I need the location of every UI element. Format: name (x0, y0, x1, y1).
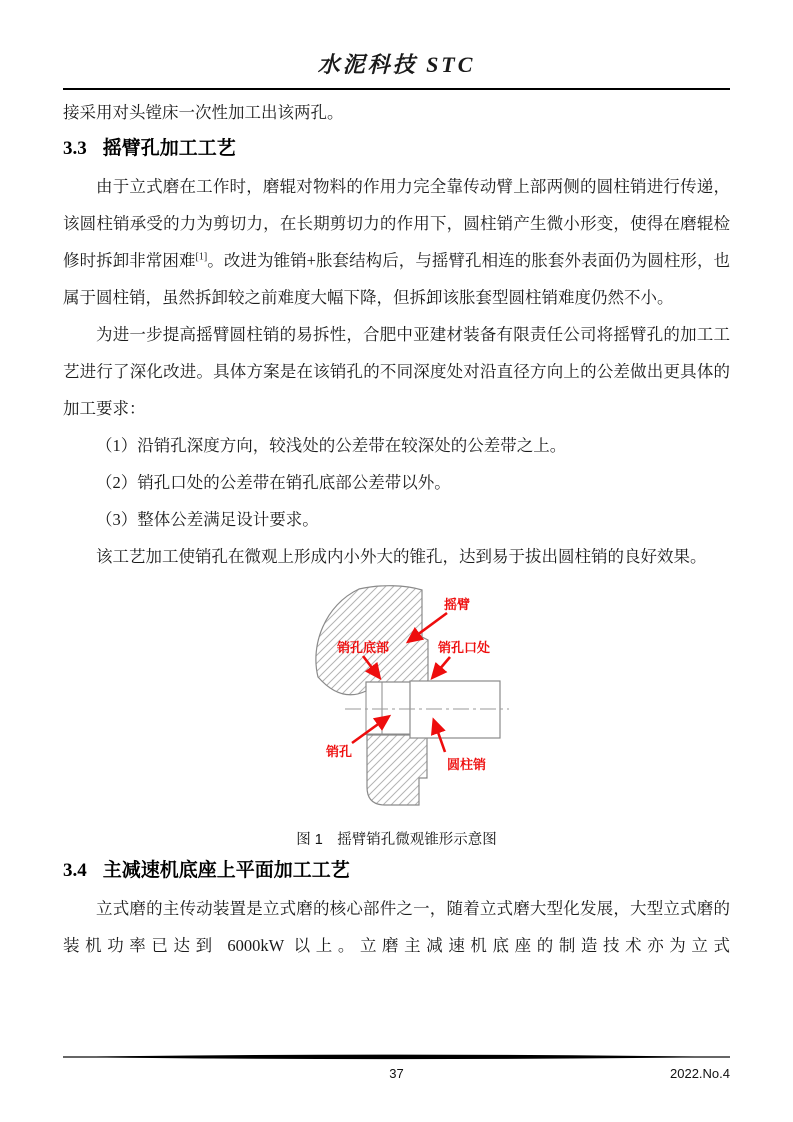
rocker-arm-lower-section (367, 735, 427, 805)
paragraph-1 (63, 168, 730, 316)
citation-ref-1: [1] (195, 251, 208, 263)
figure-1 (63, 579, 730, 827)
section-number: 3.4 (63, 860, 87, 881)
page-content (63, 0, 730, 964)
section-heading-3-4 (63, 855, 730, 887)
page-footer (63, 1049, 730, 1086)
paragraph-1-text-cont: 。改进为锥销+胀套结构后，与摇臂孔相连的胀套外表面仍为圆柱形，也属于圆柱销，虽然拆卸较之前难度大幅下降，但拆卸该胀套型圆柱销难度仍然不小。 (63, 251, 731, 307)
footer-row (63, 1066, 730, 1086)
label-pin-hole: 销孔 (326, 744, 353, 759)
figure-1-caption: 图 1 摇臂销孔微观锥形示意图 (296, 832, 497, 848)
label-cylindrical-pin: 圆柱销 (447, 757, 487, 772)
list-item-2: （2）销孔口处的公差带在销孔底部公差带以外。 (96, 473, 451, 492)
paragraph-1-text: 由于立式磨在工作时，磨辊对物料的作用力完全靠传动臂上部两侧的圆柱销进行传递，该圆柱销承受的力为剪切力，在长期剪切力的作用下，圆柱销产生微小形变，使得在磨辊检修时拆卸非常困难 (63, 177, 730, 270)
footer-rule (63, 1054, 730, 1061)
figure-1-drawing (297, 579, 547, 825)
label-pin-hole-mouth: 销孔口处 (438, 640, 491, 655)
section-number: 3.3 (63, 138, 87, 159)
page-number: 37 (389, 1066, 404, 1081)
label-pin-hole-bottom: 销孔底部 (337, 640, 390, 655)
section-heading-3-3 (63, 133, 730, 165)
arrow-pin-hole-mouth (433, 657, 450, 677)
paragraph-2: 为进一步提高摇臂圆柱销的易拆性，合肥中亚建材装备有限责任公司将摇臂孔的加工工艺进行了深化改进。具体方案是在该销孔的不同深度处对沿直径方向上的公差做出更具体的加工要求： (63, 325, 730, 418)
label-rocker-arm: 摇臂 (444, 597, 471, 612)
section-title: 主减速机底座上平面加工工艺 (102, 860, 350, 881)
journal-title: 水泥科技 STC (317, 52, 476, 77)
section-title: 摇臂孔加工工艺 (102, 138, 236, 159)
list-item-3: （3）整体公差满足设计要求。 (96, 510, 319, 529)
article-body (63, 90, 730, 964)
list-item-1: （1）沿销孔深度方向，较浅处的公差带在较深处的公差带之上。 (96, 436, 567, 455)
paragraph-4: 立式磨的主传动装置是立式磨的核心部件之一，随着立式磨大型化发展，大型立式磨的装机功率已达到 6000kW 以上。立磨主减速机底座的制造技术亦为立式 (63, 899, 730, 955)
paragraph-3: 该工艺加工使销孔在微观上形成内小外大的锥孔，达到易于拔出圆柱销的良好效果。 (96, 547, 707, 566)
issue-number: 2022.No.4 (670, 1066, 730, 1081)
continuation-line: 接采用对头镗床一次性加工出该两孔。 (63, 103, 344, 122)
